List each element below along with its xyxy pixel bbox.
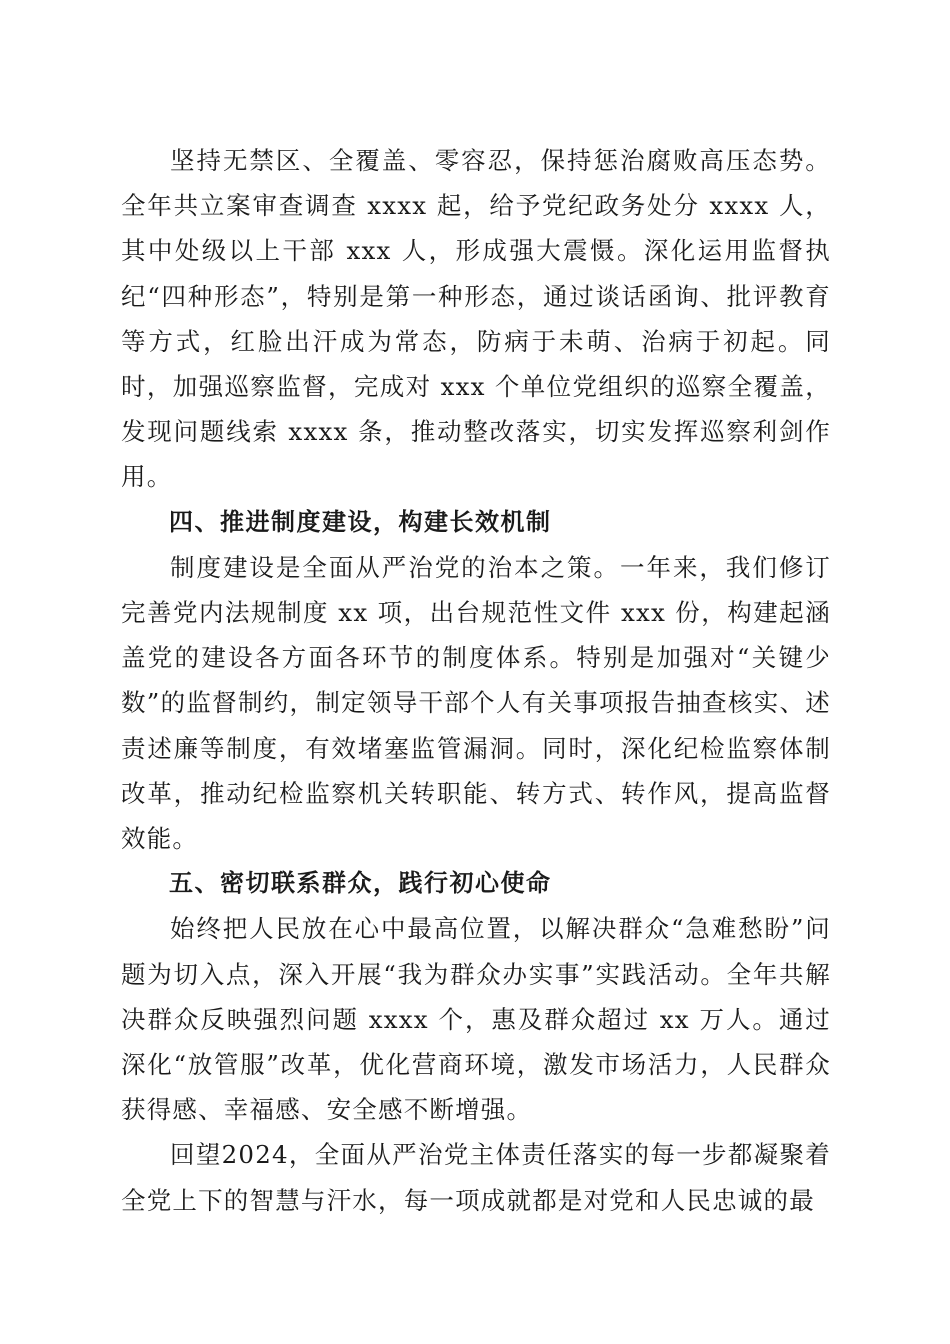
paragraph-serving-people: 始终把人民放在心中最高位置，以解决群众“急难愁盼”问题为切入点，深入开展“我为群众办实事”实践活动。全年共解决群众反映强烈问题 xxxx 个，惠及群众超过 xx 万人。通过深化“放管服”改革，优化营商环境，激发市场活力，人民群众获得感、幸福感、安全感不断增强。 xyxy=(121,914,831,1125)
section-heading-4: 四、推进制度建设，构建长效机制 xyxy=(169,507,552,536)
paragraph-institution-building: 制度建设是全面从严治党的治本之策。一年来，我们修订完善党内法规制度 xx 项，出台规范性文件 xxx 份，构建起涵盖党的建设各方面各环节的制度体系。特别是加强对“关键少数”的监督制约，制定领导干部个人有关事项报告抽查核实、述责述廉等制度，有效堵塞监管漏洞。同时，深化纪检监察体制改革，推动纪检监察机关转职能、转方式、转作风，提高监督效能。 xyxy=(121,552,831,854)
document-body xyxy=(121,138,831,1223)
paragraph-review-2024: 回望2024，全面从严治党主体责任落实的每一步都凝聚着全党上下的智慧与汗水，每一项成就都是对党和人民忠诚的最 xyxy=(121,1140,831,1215)
section-heading-5: 五、密切联系群众，践行初心使命 xyxy=(169,869,552,898)
paragraph-discipline-enforcement: 坚持无禁区、全覆盖、零容忍，保持惩治腐败高压态势。全年共立案审查调查 xxxx 起，给予党纪政务处分 xxxx 人，其中处级以上干部 xxx 人，形成强大震慑。深化运用监督执纪“四种形态”，特别是第一种形态，通过谈话函询、批评教育等方式，红脸出汗成为常态，防病于未萌、治病于初起。同时，加强巡察监督，完成对 xxx 个单位党组织的巡察全覆盖，发现问题线索 xxxx 条，推动整改落实，切实发挥巡察利剑作用。 xyxy=(121,146,831,492)
